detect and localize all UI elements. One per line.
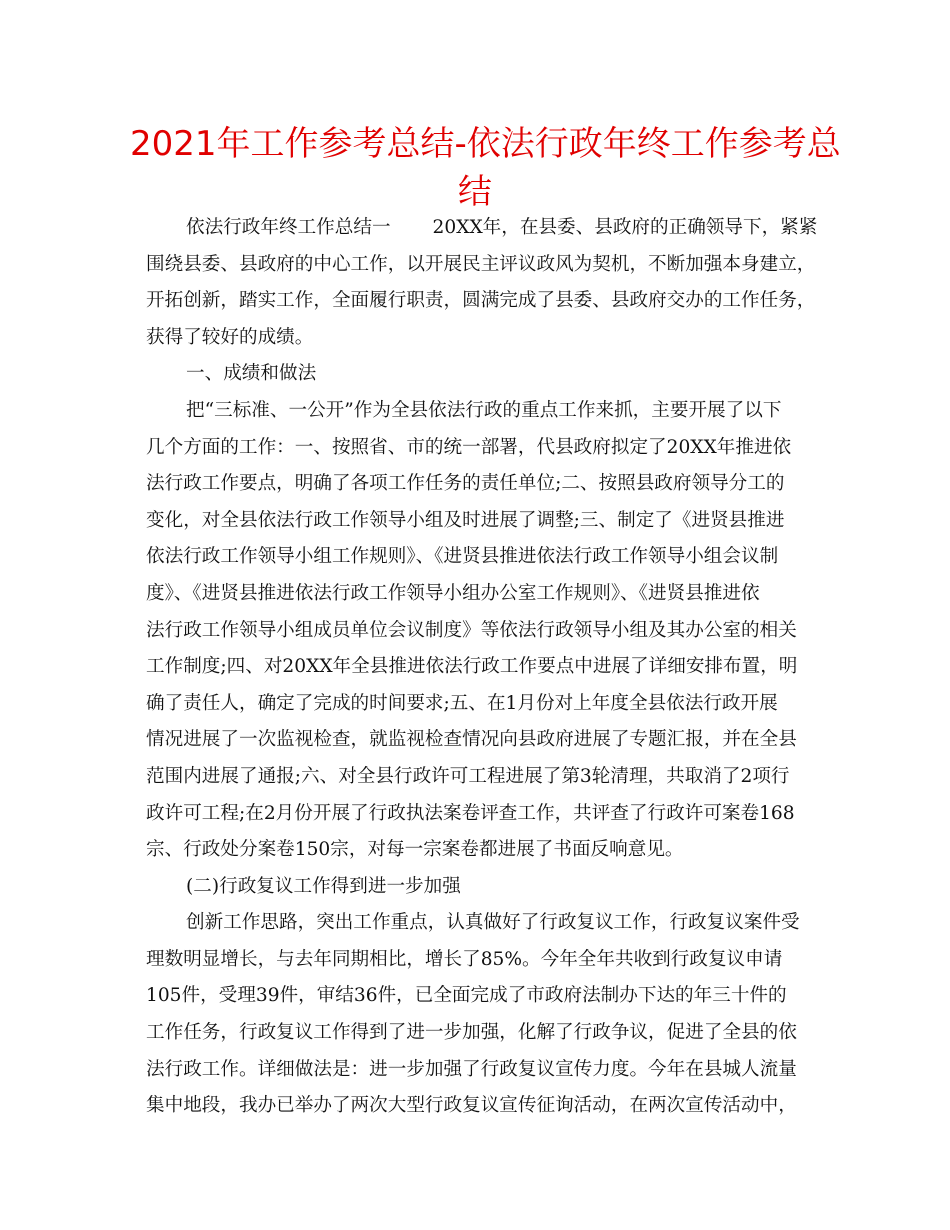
title-line: 2021年工作参考总结-依法行政年终工作参考总 bbox=[130, 124, 841, 164]
paragraph-line: 工作制度;四、对20XX年全县推进依法行政工作要点中进展了详细安排布置，明 bbox=[146, 656, 798, 678]
paragraph-line: 集中地段，我办已举办了两次大型行政复议宣传征询活动，在两次宣传活动中， bbox=[146, 1095, 797, 1117]
section-heading-review: (二)行政复议工作得到进一步加强 bbox=[186, 875, 461, 897]
paragraph-line: 度》、《进贤县推进依法行政工作领导小组办公室工作规则》、《进贤县推进依 bbox=[146, 582, 760, 604]
paragraph-line: 开拓创新，踏实工作，全面履行职责，圆满完成了县委、县政府交办的工作任务， bbox=[146, 290, 816, 312]
paragraph-line: 法行政工作要点，明确了各项工作任务的责任单位;二、按照县政府领导分工的 bbox=[146, 473, 785, 495]
paragraph-line: 变化，对全县依法行政工作领导小组及时进展了调整;三、制定了《进贤县推进 bbox=[146, 509, 785, 531]
paragraph-line: 创新工作思路，突出工作重点，认真做好了行政复议工作，行政复议案件受 bbox=[186, 912, 800, 934]
title-line: 结 bbox=[458, 172, 492, 212]
paragraph-line: 工作任务，行政复议工作得到了进一步加强，化解了行政争议，促进了全县的依 bbox=[146, 1022, 797, 1044]
paragraph-line: 政许可工程;在2月份开展了行政执法案卷评查工作，共评查了行政许可案卷168 bbox=[146, 802, 795, 824]
paragraph-line: 围绕县委、县政府的中心工作，以开展民主评议政风为契机，不断加强本身建立， bbox=[146, 253, 816, 275]
document-body bbox=[146, 210, 818, 1125]
intro-first-line bbox=[146, 210, 818, 247]
paragraph-line: 理数明显增长，与去年同期相比，增长了85%。今年全年共收到行政复议申请 bbox=[146, 948, 783, 970]
paragraph-line: 范围内进展了通报;六、对全县行政许可工程进展了第3轮清理，共取消了2项行 bbox=[146, 765, 790, 787]
paragraph-line: 105件，受理39件，审结36件，已全面完成了市政府法制办下达的年三十件的 bbox=[146, 985, 787, 1007]
paragraph-line: 把“三标准、一公开”作为全县依法行政的重点工作来抓，主要开展了以下 bbox=[186, 399, 782, 421]
paragraph-line: 宗、行政处分案卷150宗，对每一宗案卷都进展了书面反响意见。 bbox=[146, 839, 684, 861]
paragraph-line: 情况进展了一次监视检查，就监视检查情况向县政府进展了专题汇报，并在全县 bbox=[146, 729, 797, 751]
paragraph-line: 确了责任人，确定了完成的时间要求;五、在1月份对上年度全县依法行政开展 bbox=[146, 692, 778, 714]
paragraph-line: 法行政工作。详细做法是：进一步加强了行政复议宣传力度。今年在县城人流量 bbox=[146, 1058, 797, 1080]
intro-first-line-text: 20XX年，在县委、县政府的正确领导下，紧紧 bbox=[432, 217, 818, 238]
paragraph-line: 法行政工作领导小组成员单位会议制度》等依法行政领导小组及其办公室的相关 bbox=[146, 619, 797, 641]
document-title bbox=[130, 120, 841, 216]
paragraph-line: 依法行政工作领导小组工作规则》、《进贤县推进依法行政工作领导小组会议制 bbox=[146, 546, 779, 568]
paragraph-line: 获得了较好的成绩。 bbox=[146, 326, 314, 348]
intro-heading: 依法行政年终工作总结一 bbox=[186, 217, 391, 238]
paragraph-line: 几个方面的工作：一、按照省、市的统一部署，代县政府拟定了20XX年推进依 bbox=[146, 436, 792, 458]
section-heading-achievements: 一、成绩和做法 bbox=[186, 363, 317, 385]
